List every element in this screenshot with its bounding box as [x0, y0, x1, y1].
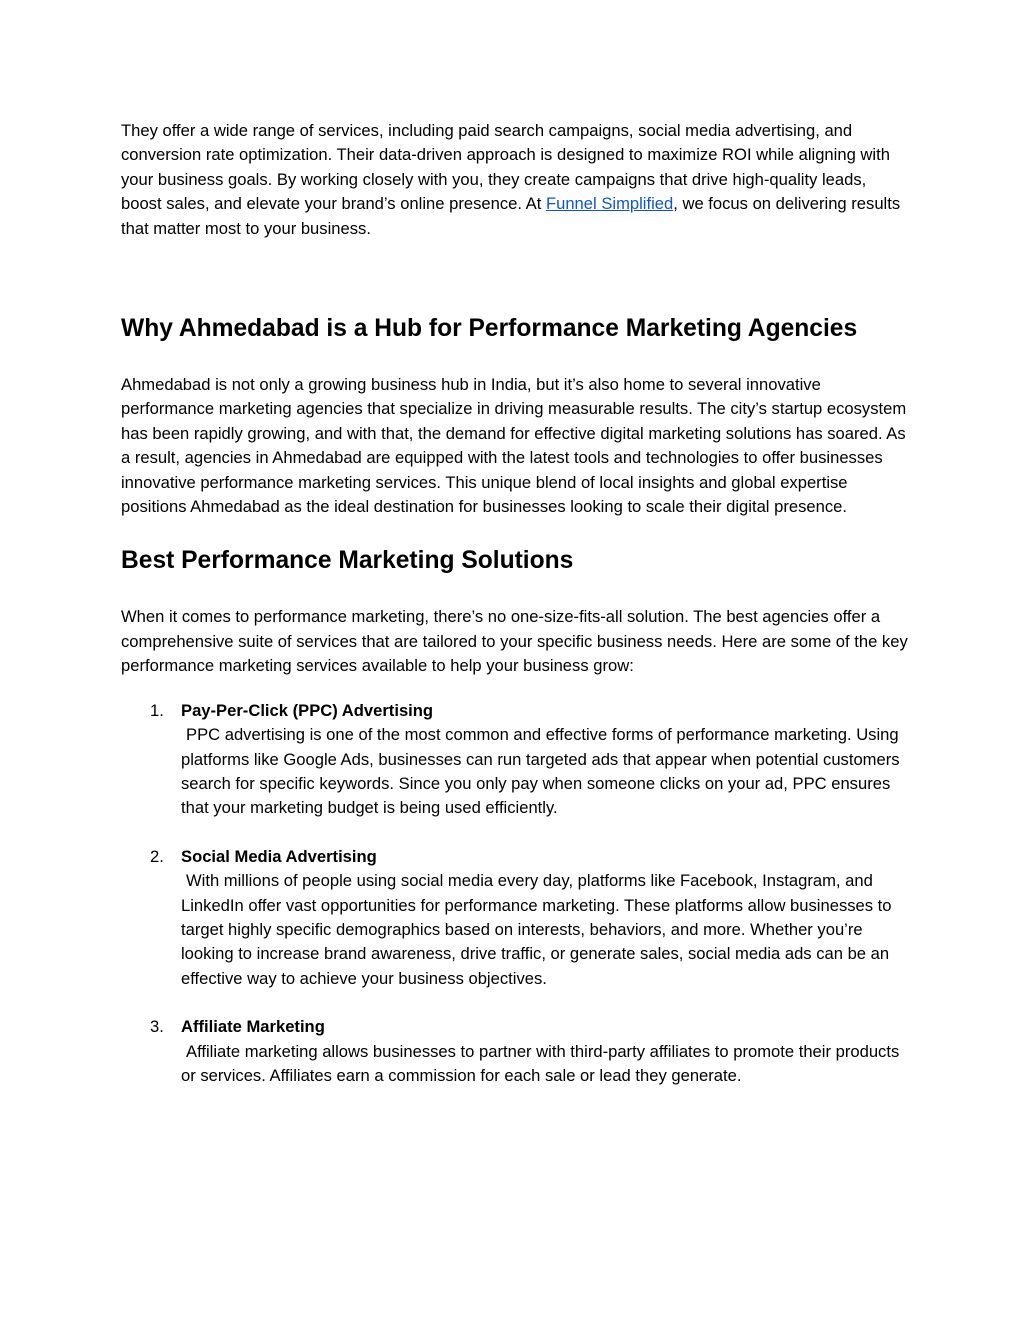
list-item-number: 1.	[150, 700, 164, 720]
list-item-number: 2.	[150, 846, 164, 866]
section-heading-why-ahmedabad: Why Ahmedabad is a Hub for Performance Marketing Agencies	[121, 315, 858, 343]
section-paragraph-best-solutions: When it comes to performance marketing, there’s no one-size-fits-all solution. The best agencies offer a comprehensive suite of services that are tailored to your specific business needs. Here are some of the key performance marketing services available to help your business grow:	[121, 607, 908, 676]
services-list	[121, 699, 911, 1089]
list-item	[121, 699, 911, 821]
list-item-title: Social Media Advertising	[181, 846, 377, 866]
intro-paragraph	[121, 119, 911, 241]
list-item-title: Affiliate Marketing	[181, 1017, 325, 1037]
funnel-simplified-link[interactable]: Funnel Simplified	[545, 194, 674, 214]
intro-text-before-link: They offer a wide range of services, including paid search campaigns, social media advertising, and conversion rate optimization. Their data-driven approach is designed to maximize ROI while aligning with your business goals. By working closely with you, they create campaigns that drive high-quality leads, boost sales, and elevate your brand’s online presence. At	[121, 121, 890, 214]
list-item-description: Affiliate marketing allows businesses to partner with third-party affiliates to promote their products or services. Affiliates earn a commission for each sale or lead they generate.	[181, 1041, 900, 1085]
intro-text-after-link: , we focus on delivering results that matter most to your business.	[121, 194, 901, 238]
list-item	[121, 1015, 911, 1088]
section-paragraph-why-ahmedabad: Ahmedabad is not only a growing business hub in India, but it’s also home to several innovative performance marketing agencies that specialize in driving measurable results. The city’s startup ecosystem has been rapidly growing, and with that, the demand for effective digital marketing solutions has soared. As a result, agencies in Ahmedabad are equipped with the latest tools and technologies to offer businesses innovative performance marketing services. This unique blend of local insights and global expertise positions Ahmedabad as the ideal destination for businesses looking to scale their digital presence.	[121, 375, 907, 517]
list-item-description: With millions of people using social media every day, platforms like Facebook, Instagram, and LinkedIn offer vast opportunities for performance marketing. These platforms allow businesses to target highly specific demographics based on interests, behaviors, and more. Whether you’re looking to increase brand awareness, drive traffic, or generate sales, social media ads can be an effective way to achieve your business objectives.	[181, 871, 892, 988]
list-item	[121, 845, 911, 991]
list-item-number: 3.	[150, 1017, 164, 1037]
section-heading-best-solutions: Best Performance Marketing Solutions	[121, 547, 574, 575]
list-item-title: Pay-Per-Click (PPC) Advertising	[181, 700, 434, 720]
list-item-description: PPC advertising is one of the most common and effective forms of performance marketing. Using platforms like Google Ads, businesses can run targeted ads that appear when potential customers search for specific keywords. Since you only pay when someone clicks on your ad, PPC ensures that your marketing budget is being used efficiently.	[181, 725, 900, 818]
document-page	[121, 119, 911, 1112]
